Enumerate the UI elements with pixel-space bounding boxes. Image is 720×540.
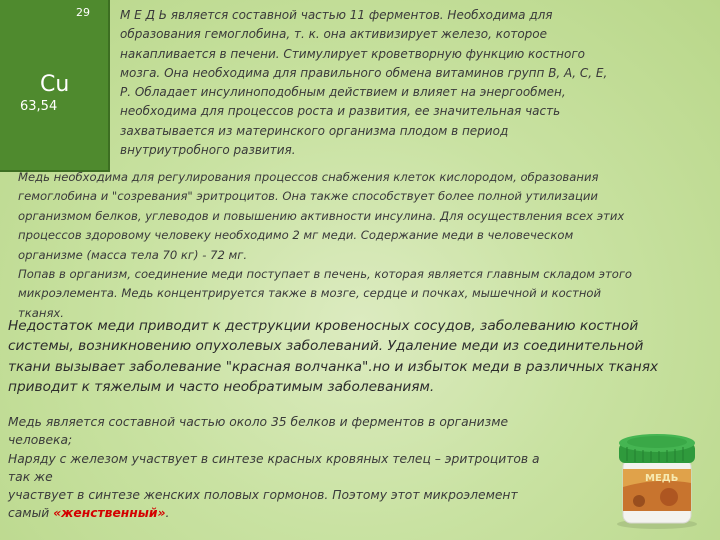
atomic-number: 29 bbox=[76, 6, 90, 19]
details-paragraph: Медь необходима для регулирования процессов снабжения клеток кислородом, образования гемоглобина и "созревания" эритроцитов. Она также способствует более полной утилизации организмом белков, углеводов и повышению активности инсулина. Для осуществления всех этих процессов здоровому человеку необходимо 2 мг меди. Содержание меди в человеческом организме (масса тела 70 кг) - 72 мг. Попав в организм, соединение меди поступает в печень, которая является главным складом этого микроэлемента. Медь концентрируется также в мозге, сердце и почках, мышечной и костной тканях. bbox=[18, 170, 633, 320]
product-jar-image bbox=[609, 425, 705, 530]
closing-highlight: «женственный» bbox=[53, 506, 166, 521]
closing-end: . bbox=[165, 506, 170, 521]
closing-paragraph bbox=[8, 413, 588, 523]
intro-paragraph: М Е Д Ь является составной частью 11 ферментов. Необходима для образования гемоглобина, т. к. она активизирует железо, которое накапливается в печени. Стимулирует кроветворную функцию костного мозга. Она необходима для правильного обмена витаминов групп В, А, С, Е, Р. Обладает инсулиноподобным действием и влияет на энергообмен, необходима для процессов роста и развития, ее значительная часть захватывается из материнского организма плодом в период внутриутробного развития. bbox=[120, 8, 608, 158]
element-tile bbox=[0, 0, 110, 172]
deficiency-paragraph: Недостаток меди приводит к деструкции кровеносных сосудов, заболеванию костной системы, возникновению опухолевых заболеваний. Удаление меди из соединительной ткани вызывает заболевание "красная волчанка".но и избыток меди в различных тканях приводит к тяжелым и часто необратимым заболеваниям. bbox=[8, 318, 659, 395]
atomic-mass: 63,54 bbox=[20, 99, 58, 114]
product-label: МЕДЬ bbox=[645, 473, 679, 484]
element-symbol: Cu bbox=[40, 72, 70, 97]
product-jar-svg bbox=[609, 425, 705, 530]
closing-text: Медь является составной частью около 35 белков и ферментов в организме человека; Наряду с железом участвует в синтезе красных кровяных телец – эритроцитов а так же участвует в синтезе женских половых гормонов. Поэтому этот микроэлемент самый bbox=[8, 415, 540, 521]
